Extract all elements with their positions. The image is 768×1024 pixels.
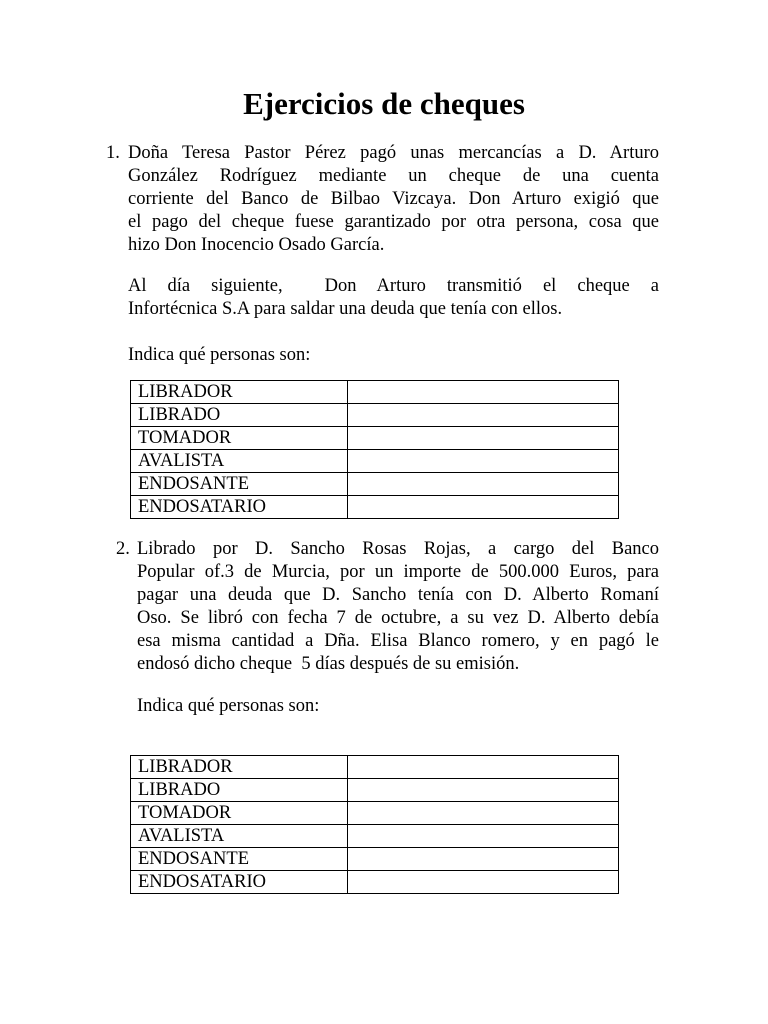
role-label: ENDOSANTE	[131, 473, 348, 496]
table-row	[131, 450, 619, 473]
table-row	[131, 473, 619, 496]
answer-cell[interactable]	[348, 802, 619, 825]
answer-cell[interactable]	[348, 871, 619, 894]
exercise-1-line: el pago del cheque fuese garantizado por otra persona, cosa que	[128, 212, 659, 232]
exercise-1-number: 1.	[106, 143, 120, 163]
table-row	[131, 496, 619, 519]
exercise-2-line: endosó dicho cheque 5 días después de su emisión.	[137, 654, 520, 674]
exercise-1-line: corriente del Banco de Bilbao Vizcaya. Don Arturo exigió que	[128, 189, 659, 209]
role-label: ENDOSANTE	[131, 848, 348, 871]
exercise-1-line: González Rodríguez mediante un cheque de una cuenta	[128, 166, 659, 186]
role-label: TOMADOR	[131, 427, 348, 450]
table-row	[131, 756, 619, 779]
exercise-1-line: Infortécnica S.A para saldar una deuda que tenía con ellos.	[128, 299, 563, 319]
table-row	[131, 825, 619, 848]
exercise-1-roles-table	[130, 380, 619, 519]
page-title: Ejercicios de cheques	[243, 86, 525, 121]
answer-cell[interactable]	[348, 756, 619, 779]
table-row	[131, 404, 619, 427]
answer-cell[interactable]	[348, 848, 619, 871]
role-label: LIBRADO	[131, 404, 348, 427]
exercise-2-roles-table	[130, 755, 619, 894]
exercise-1-line: Al día siguiente, Don Arturo transmitió el cheque a	[128, 276, 659, 296]
answer-cell[interactable]	[348, 404, 619, 427]
exercise-2-number: 2.	[116, 539, 130, 559]
answer-cell[interactable]	[348, 450, 619, 473]
exercise-2-line: Librado por D. Sancho Rosas Rojas, a cargo del Banco	[137, 539, 659, 559]
exercise-1-text	[128, 142, 659, 257]
answer-cell[interactable]	[348, 427, 619, 450]
exercise-1-line: Doña Teresa Pastor Pérez pagó unas mercancías a D. Arturo	[128, 143, 659, 163]
role-label: LIBRADOR	[131, 381, 348, 404]
exercise-2-line: Popular of.3 de Murcia, por un importe de 500.000 Euros, para	[137, 562, 659, 582]
table-row	[131, 871, 619, 894]
answer-cell[interactable]	[348, 473, 619, 496]
answer-cell[interactable]	[348, 496, 619, 519]
table-row	[131, 802, 619, 825]
exercise-2-line: Oso. Se libró con fecha 7 de octubre, a su vez D. Alberto debía	[137, 608, 659, 628]
role-label: AVALISTA	[131, 825, 348, 848]
exercise-2-text	[137, 538, 659, 676]
role-label: TOMADOR	[131, 802, 348, 825]
table-row	[131, 427, 619, 450]
exercise-2-prompt: Indica qué personas son:	[137, 696, 320, 716]
answer-cell[interactable]	[348, 381, 619, 404]
table-row	[131, 381, 619, 404]
role-label: ENDOSATARIO	[131, 871, 348, 894]
role-label: AVALISTA	[131, 450, 348, 473]
table-row	[131, 779, 619, 802]
answer-cell[interactable]	[348, 779, 619, 802]
role-label: LIBRADO	[131, 779, 348, 802]
role-label: LIBRADOR	[131, 756, 348, 779]
exercise-2-line: esa misma cantidad a Dña. Elisa Blanco romero, y en pagó le	[137, 631, 659, 651]
exercise-2-line: pagar una deuda que D. Sancho tenía con D. Alberto Romaní	[137, 585, 659, 605]
exercise-1-line: hizo Don Inocencio Osado García.	[128, 235, 385, 255]
role-label: ENDOSATARIO	[131, 496, 348, 519]
exercise-1-prompt: Indica qué personas son:	[128, 345, 311, 365]
answer-cell[interactable]	[348, 825, 619, 848]
exercise-1-text-continued	[128, 275, 659, 321]
table-row	[131, 848, 619, 871]
